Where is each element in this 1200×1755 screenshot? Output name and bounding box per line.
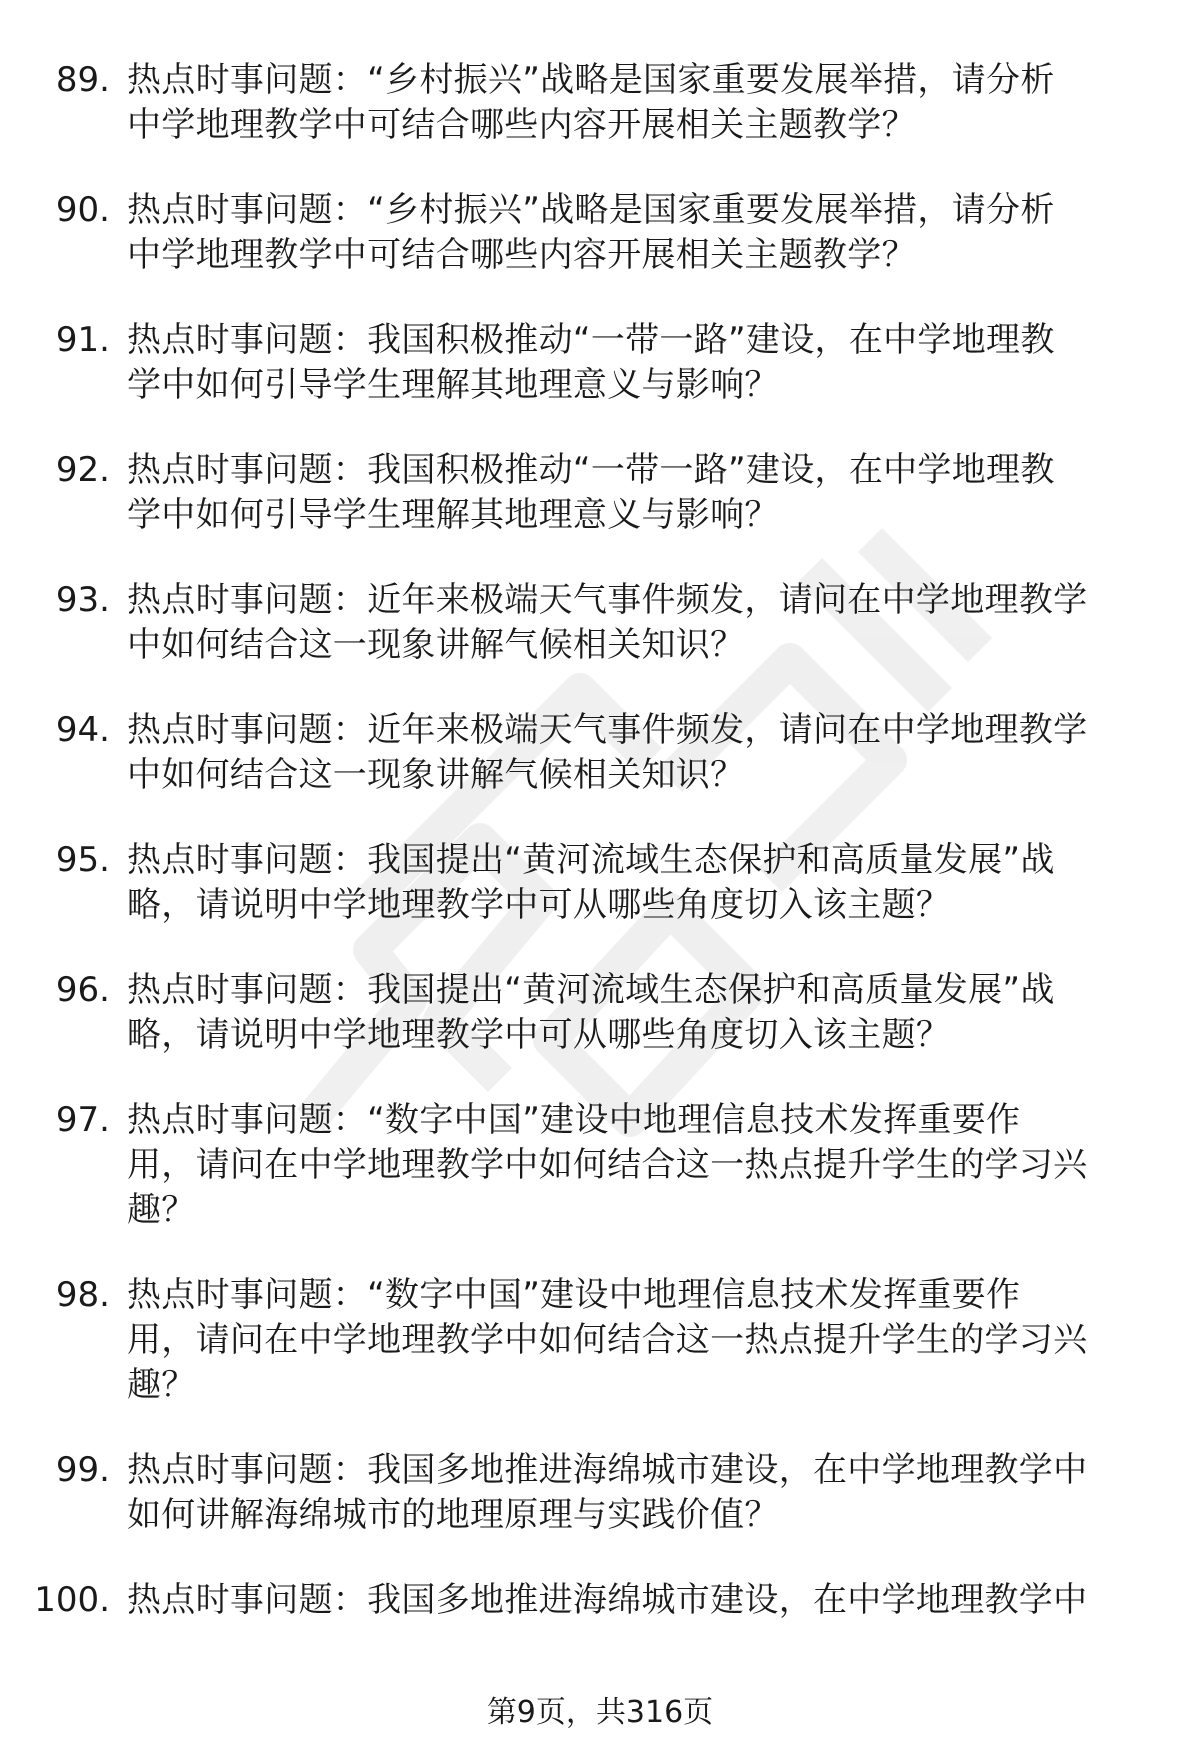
question-text: 热点时事问题：我国积极推动“一带一路”建设，在中学地理教 学中如何引导学生理解其地理意义与影响？ — [127, 450, 1055, 535]
question-number: 94. — [55, 710, 110, 750]
question-list — [0, 58, 1200, 1663]
question-item-96 — [0, 968, 1200, 1058]
question-number: 89. — [55, 60, 110, 100]
question-item-93 — [0, 578, 1200, 668]
question-text: 热点时事问题：我国多地推进海绵城市建设，在中学地理教学中 — [127, 1580, 1088, 1620]
question-text: 热点时事问题：我国多地推进海绵城市建设，在中学地理教学中 如何讲解海绵城市的地理原理与实践价值？ — [127, 1450, 1088, 1535]
question-text: 热点时事问题：“数字中国”建设中地理信息技术发挥重要作 用，请问在中学地理教学中如何结合这一热点提升学生的学习兴 趣？ — [127, 1275, 1088, 1405]
question-text: 热点时事问题：我国积极推动“一带一路”建设，在中学地理教 学中如何引导学生理解其地理意义与影响？ — [127, 320, 1055, 405]
question-text: 热点时事问题：近年来极端天气事件频发，请问在中学地理教学 中如何结合这一现象讲解气候相关知识？ — [127, 710, 1088, 795]
question-item-100 — [0, 1578, 1200, 1623]
question-number: 90. — [55, 190, 110, 230]
question-number: 92. — [55, 450, 110, 490]
question-number: 93. — [55, 580, 110, 620]
question-text: 热点时事问题：我国提出“黄河流域生态保护和高质量发展”战 略，请说明中学地理教学中可从哪些角度切入该主题？ — [127, 970, 1055, 1055]
question-text: 热点时事问题：“乡村振兴”战略是国家重要发展举措，请分析 中学地理教学中可结合哪些内容开展相关主题教学？ — [127, 60, 1055, 145]
question-text: 热点时事问题：“乡村振兴”战略是国家重要发展举措，请分析 中学地理教学中可结合哪些内容开展相关主题教学？ — [127, 190, 1055, 275]
question-number: 97. — [55, 1100, 110, 1140]
question-item-98 — [0, 1273, 1200, 1408]
page-indicator: 第9页，共316页 — [486, 1695, 714, 1730]
question-number: 96. — [55, 970, 110, 1010]
question-number: 91. — [55, 320, 110, 360]
question-number: 99. — [55, 1450, 110, 1490]
question-number: 98. — [55, 1275, 110, 1315]
question-item-90 — [0, 188, 1200, 278]
question-item-91 — [0, 318, 1200, 408]
question-number: 95. — [55, 840, 110, 880]
question-text: 热点时事问题：近年来极端天气事件频发，请问在中学地理教学 中如何结合这一现象讲解气候相关知识？ — [127, 580, 1088, 665]
question-item-99 — [0, 1448, 1200, 1538]
question-text: 热点时事问题：我国提出“黄河流域生态保护和高质量发展”战 略，请说明中学地理教学中可从哪些角度切入该主题？ — [127, 840, 1055, 925]
question-item-92 — [0, 448, 1200, 538]
question-item-95 — [0, 838, 1200, 928]
question-item-94 — [0, 708, 1200, 798]
question-text: 热点时事问题：“数字中国”建设中地理信息技术发挥重要作 用，请问在中学地理教学中如何结合这一热点提升学生的学习兴 趣？ — [127, 1100, 1088, 1230]
question-item-89 — [0, 58, 1200, 148]
question-number: 100. — [34, 1580, 110, 1620]
question-item-97 — [0, 1098, 1200, 1233]
